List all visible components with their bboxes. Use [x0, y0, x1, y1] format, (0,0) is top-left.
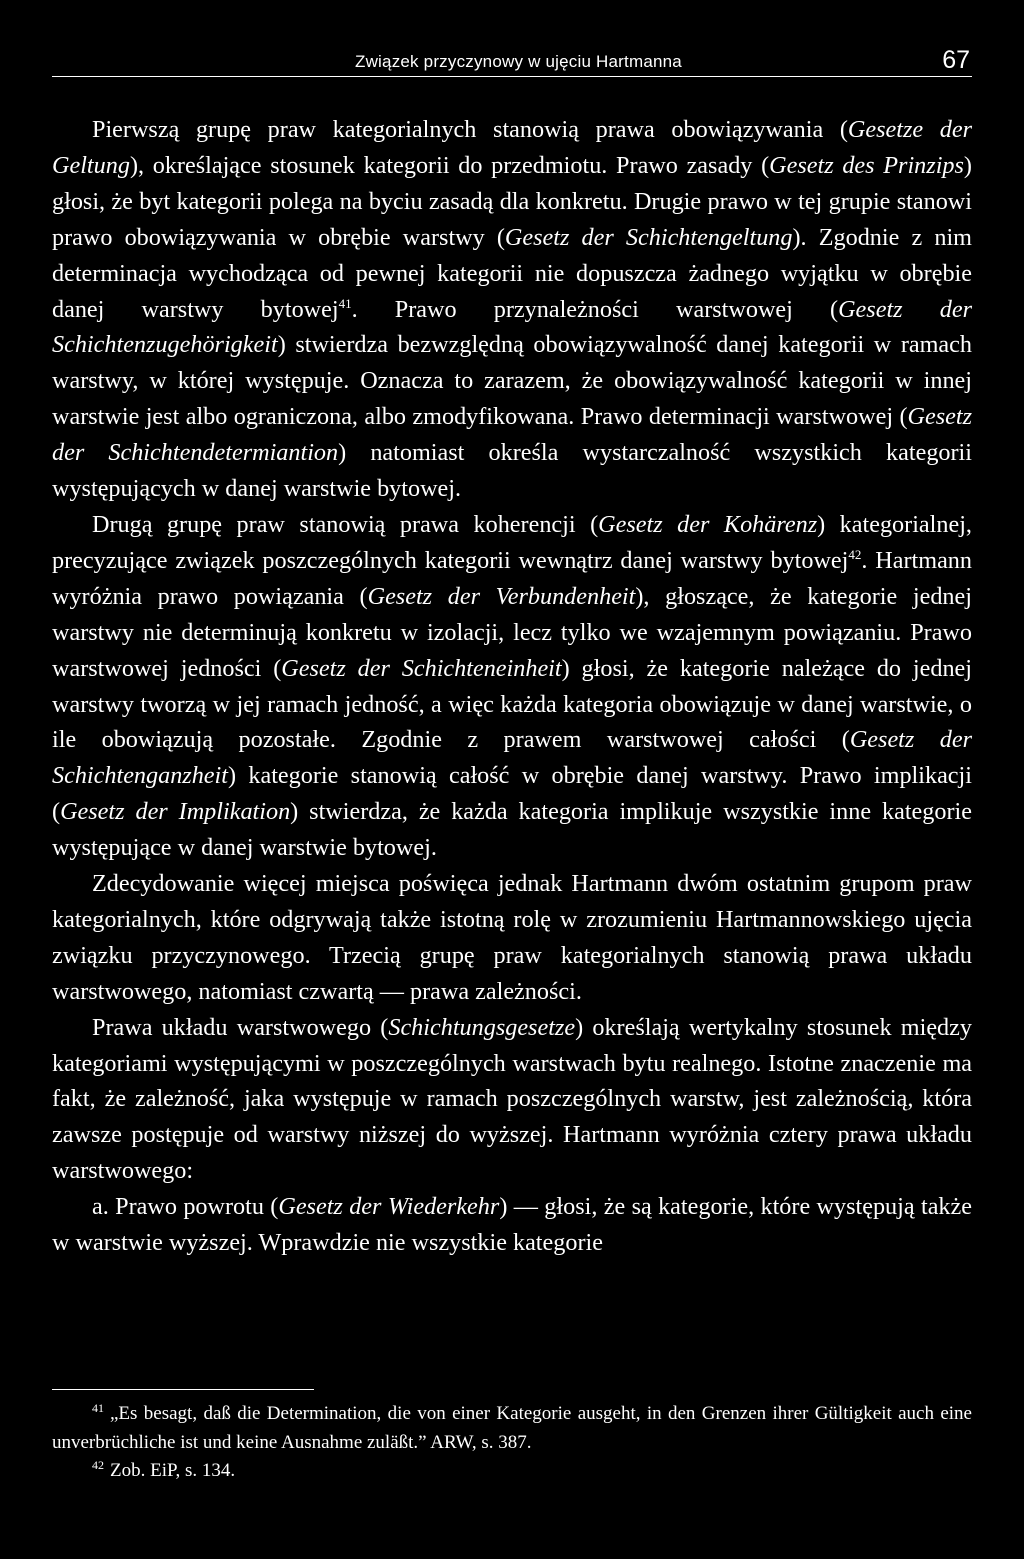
text-span: ) stwierdza, że każda kategoria implikuje wszystkie inne kategorie występujące w danej warstwie bytowej. — [52, 798, 972, 862]
footnote-text: Zob. EiP, s. 134. — [110, 1460, 236, 1481]
footnote-reference: 41 — [338, 295, 352, 311]
text-span: Drugą grupę praw stanowią prawa koherencji ( — [92, 510, 599, 538]
text-span: Prawa układu warstwowego ( — [92, 1013, 389, 1041]
german-term: Gesetz der Schichteneinheit — [281, 654, 562, 682]
text-span: . Hartmann wyróżnia prawo powiązania ( — [52, 546, 972, 610]
text-span: ) stwierdza bezwzględną obowiązywalność danej kategorii w ramach warstwy, w której występuje. Oznacza to zarazem, że obowiązywalność kategorii w innej warstwie jest albo ograniczona, albo zmodyfikowana. Prawo determinacji warstwowej ( — [52, 331, 972, 431]
text-span: ) natomiast określa wystarczalność wszystkich kategorii występujących w danej warstwie bytowej. — [52, 439, 972, 503]
text-span: Pierwszą grupę praw kategorialnych stanowią prawa obowiązywania ( — [92, 116, 848, 143]
footnote-mark: 41 — [92, 1400, 104, 1415]
text-span: ) głosi, że kategorie należące do jednej warstwy tworzą w jej ramach jedność, a więc każda kategoria obowiązuje w danej warstwie, o ile obowiązują pozostałe. Zgodnie z prawem warstwowej całości ( — [52, 654, 972, 754]
text-span: Zdecydowanie więcej miejsca poświęca jednak Hartmann dwóm ostatnim grupom praw kategorialnych, które odgrywają także istotną rolę w zrozumieniu Hartmannowskiego ujęcia związku przyczynowego. Trzecią grupę praw kategorialnych stanowią prawa układu warstwowego, natomiast czwartą — prawa zależności. — [52, 870, 972, 1005]
text-span: ) — głosi, że są kategorie, które występują także w warstwie wyższej. Wprawdzie nie wszystkie kategorie — [52, 1193, 972, 1257]
text-span: ) kategorie stanowią całość w obrębie danej warstwy. Prawo implikacji ( — [52, 762, 972, 826]
body-text — [52, 112, 972, 1261]
footnote-mark: 42 — [92, 1457, 104, 1472]
paragraph-3 — [52, 866, 972, 1010]
german-term: Gesetz der Wiederkehr — [278, 1193, 500, 1221]
german-term: Schichtungsgesetze — [388, 1013, 576, 1041]
german-term: Gesetz der Kohärenz — [598, 510, 818, 538]
text-span: a. Prawo powrotu ( — [92, 1193, 279, 1221]
paragraph-5 — [52, 1189, 972, 1261]
text-span: ), głoszące, że kategorie jednej warstwy nie determinują konkretu w izolacji, lecz tylko we wzajemnym powiązaniu. Prawo warstwowej jedności ( — [52, 582, 972, 682]
text-span: . Prawo przynależności warstwowej ( — [351, 295, 839, 323]
text-span: ), określające stosunek kategorii do przedmiotu. Prawo zasady ( — [129, 151, 770, 179]
german-term: Gesetz des Prinzips — [769, 151, 964, 179]
page-header — [52, 44, 972, 77]
german-term: Gesetz der Schichtenzugehörigkeit — [52, 295, 972, 359]
footnote-41 — [52, 1400, 972, 1457]
footnote-text: „Es besagt, daß die Determination, die von einer Kategorie ausgeht, in den Grenzen ihrer Gültigkeit auch eine unverbrüchliche ist und keine Ausnahme zuläßt.” ARW, s. 387. — [52, 1403, 972, 1453]
german-term: Gesetze der Geltung — [52, 116, 972, 179]
footnotes — [52, 1400, 972, 1486]
text-span: ) kategorialnej, precyzujące związek poszczególnych kategorii wewnątrz danej warstwy bytowej — [52, 510, 972, 574]
text-span: ) określają wertykalny stosunek między kategoriami występującymi w poszczególnych warstwach bytu realnego. Istotne znaczenie ma fakt, że zależność, jaka występuje w ramach poszczególnych warstw, jest zależnością, która zawsze postępuje od warstwy niższej do wyższej. Hartmann wyróżnia cztery prawa układu warstwowego: — [52, 1013, 972, 1185]
german-term: Gesetz der Schichtenganzheit — [52, 726, 972, 790]
paragraph-4 — [52, 1010, 972, 1190]
german-term: Gesetz der Verbundenheit — [367, 582, 636, 610]
german-term: Gesetz der Schichtengeltung — [504, 223, 793, 251]
text-span: ) głosi, że byt kategorii polega na byciu zasadą dla konkretu. Drugie prawo w tej grupie stanowi prawo obowiązywania w obrębie warstwy ( — [52, 151, 972, 251]
paragraph-2 — [52, 507, 972, 866]
page-number: 67 — [942, 46, 970, 74]
footnote-divider — [52, 1389, 314, 1390]
footnote-42 — [52, 1457, 972, 1486]
running-title: Związek przyczynowy w ujęciu Hartmanna — [355, 52, 682, 71]
german-term: Gesetz der Schichtendetermiantion — [52, 403, 972, 467]
german-term: Gesetz der Implikation — [60, 798, 291, 826]
footnote-reference: 42 — [848, 546, 862, 562]
text-span: ). Zgodnie z nim determinacja wychodząca od pewnej kategorii nie dopuszcza żadnego wyjątku w obrębie danej warstwy bytowej — [52, 223, 972, 323]
paragraph-1 — [52, 112, 972, 507]
